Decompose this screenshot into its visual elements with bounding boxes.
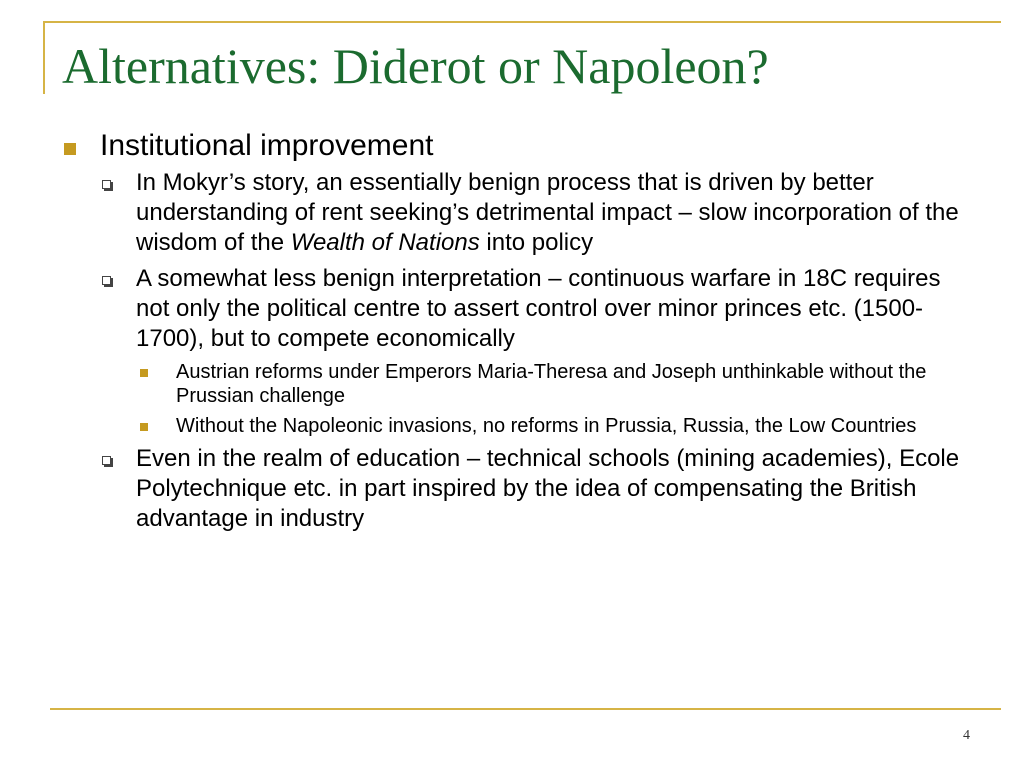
slide-body xyxy=(62,128,962,540)
slide-title: Alternatives: Diderot or Napoleon? xyxy=(62,38,769,94)
subbullet-text: A somewhat less benign interpretation – continuous warfare in 18C requires not only the political centre to assert control over minor princes etc. (1500-1700), but to compete economically xyxy=(136,265,941,352)
subsubbullet-napoleonic-invasions xyxy=(62,414,962,438)
hollow-square-bullet-icon xyxy=(102,180,111,189)
square-bullet-icon xyxy=(140,369,148,377)
subsubbullet-text: Without the Napoleonic invasions, no reforms in Prussia, Russia, the Low Countries xyxy=(176,415,917,437)
hollow-square-bullet-icon xyxy=(102,276,111,285)
bullet-institutional-improvement xyxy=(62,128,962,164)
subbullet-education xyxy=(62,444,962,534)
square-bullet-icon xyxy=(64,143,76,155)
subbullet-text: Even in the realm of education – technical schools (mining academies), Ecole Polytechnique etc. in part inspired by the idea of compensating the British advantage in industry xyxy=(136,445,960,532)
subbullet-mokyr-story xyxy=(62,168,962,258)
subbullet-less-benign xyxy=(62,264,962,354)
page-number: 4 xyxy=(963,728,970,743)
hollow-square-bullet-icon xyxy=(102,456,111,465)
left-rule xyxy=(43,21,45,94)
bottom-rule xyxy=(50,708,1001,710)
subbullet-text-part-a: In Mokyr’s story, an essentially benign process that is driven by better understanding of rent seeking’s detrimental impact – slow incorporation of the wisdom of the xyxy=(136,169,959,256)
subbullet-text-part-b: into policy xyxy=(479,229,594,256)
subbullet-italic-title: Wealth of Nations xyxy=(290,229,480,256)
bullet-text: Institutional improvement xyxy=(100,129,434,162)
subsubbullet-austrian-reforms xyxy=(62,360,962,408)
square-bullet-icon xyxy=(140,423,148,431)
subsubbullet-text: Austrian reforms under Emperors Maria-Theresa and Joseph unthinkable without the Prussian challenge xyxy=(176,361,927,407)
top-rule xyxy=(43,21,1001,23)
